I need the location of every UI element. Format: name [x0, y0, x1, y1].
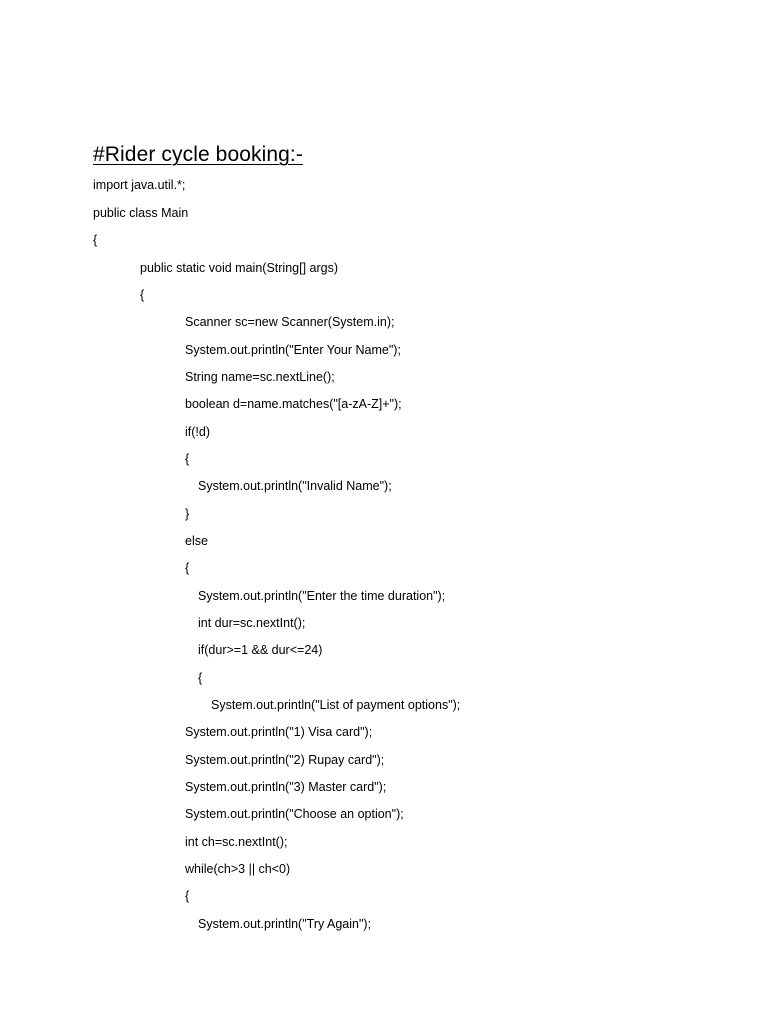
code-line: { [185, 561, 190, 575]
code-line: boolean d=name.matches("[a-zA-Z]+"); [185, 397, 402, 411]
code-line: } [185, 507, 190, 521]
code-line: System.out.println("Enter the time duration"); [198, 589, 446, 603]
code-line: { [185, 452, 190, 466]
code-line: System.out.println("Enter Your Name"); [185, 343, 401, 357]
code-line: if(!d) [185, 425, 210, 439]
code-line: { [198, 671, 203, 685]
code-line: System.out.println("1) Visa card"); [185, 725, 373, 739]
code-line: System.out.println("List of payment options"); [211, 698, 461, 712]
code-line: System.out.println("3) Master card"); [185, 780, 387, 794]
code-line: else [185, 534, 208, 548]
code-line: public static void main(String[] args) [140, 261, 338, 275]
code-line: { [93, 233, 98, 247]
code-line: String name=sc.nextLine(); [185, 370, 335, 384]
code-line: if(dur>=1 && dur<=24) [198, 643, 323, 657]
code-line: while(ch>3 || ch<0) [185, 862, 291, 876]
code-line: public class Main [93, 206, 189, 220]
code-line: import java.util.*; [93, 178, 186, 192]
code-line: System.out.println("Invalid Name"); [198, 479, 392, 493]
code-line: { [185, 889, 190, 903]
code-line: Scanner sc=new Scanner(System.in); [185, 315, 395, 329]
code-line: System.out.println("2) Rupay card"); [185, 753, 385, 767]
document-heading: #Rider cycle booking:- [93, 143, 303, 166]
code-line: System.out.println("Try Again"); [198, 917, 372, 931]
code-line: System.out.println("Choose an option"); [185, 807, 404, 821]
code-line: int dur=sc.nextInt(); [198, 616, 306, 630]
code-line: { [140, 288, 145, 302]
code-line: int ch=sc.nextInt(); [185, 835, 288, 849]
